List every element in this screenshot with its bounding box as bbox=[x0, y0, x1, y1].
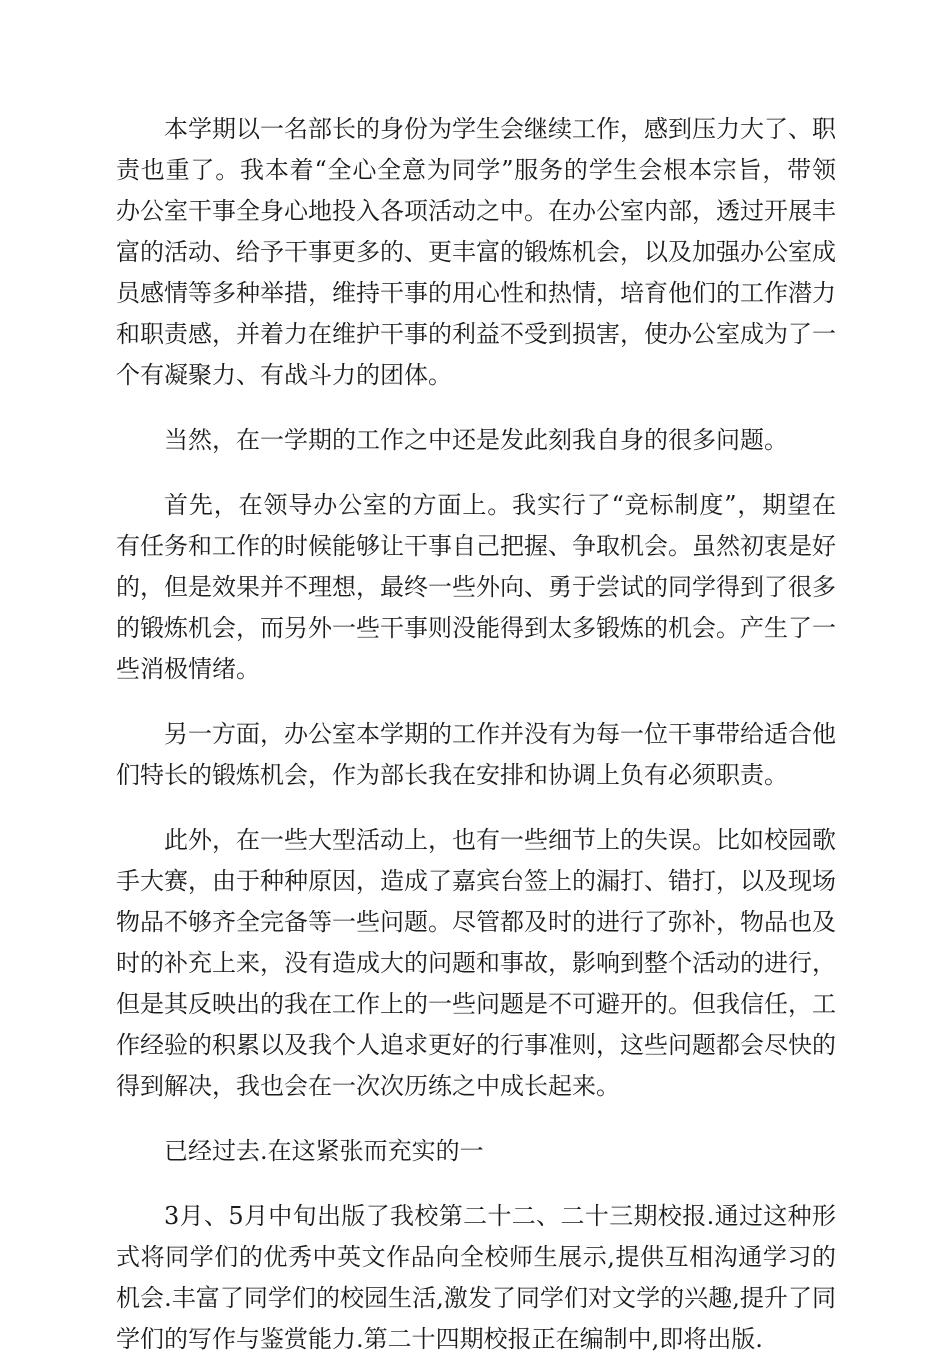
paragraph-school-newspaper: 3月、5月中旬出版了我校第二十二、二十三期校报.通过这种形式将同学们的优秀中英文作品向全校师生展示,提供互相沟通学习的机会.丰富了同学们的校园生活,激发了同学们对文学的兴趣,提升了同学们的写作与鉴赏能力.第二十四期校报正在编制中,即将出版. bbox=[116, 1202, 836, 1353]
paragraph-event-issues: 此外，在一些大型活动上，也有一些细节上的失误。比如校园歌手大赛，由于种种原因，造成了嘉宾台签上的漏打、错打，以及现场物品不够齐全完备等一些问题。尽管都及时的进行了弥补，物品也及时的补充上来，没有造成大的问题和事故，影响到整个活动的进行，但是其反映出的我在工作上的一些问题是不可避开的。但我信任，工作经验的积累以及我个人追求更好的行事准则，这些问题都会尽快的得到解决，我也会在一次次历练之中成长起来。 bbox=[116, 826, 836, 1100]
paragraph-work-summary: 本学期以一名部长的身份为学生会继续工作，感到压力大了、职责也重了。我本着“全心全意为同学”服务的学生会根本宗旨，带领办公室干事全身心地投入各项活动之中。在办公室内部，透过开展丰富的活动、给予干事更多的、更丰富的锻炼机会，以及加强办公室成员感情等多种举措，维持干事的用心性和热情，培育他们的工作潜力和职责感，并着力在维护干事的利益不受到损害，使办公室成为了一个有凝聚力、有战斗力的团体。 bbox=[116, 115, 836, 389]
paragraph-first-issue: 首先，在领导办公室的方面上。我实行了“竞标制度”，期望在有任务和工作的时候能够让干事自己把握、争取机会。虽然初衷是好的，但是效果并不理想，最终一些外向、勇于尝试的同学得到了很多的锻炼机会，而另外一些干事则没能得到太多锻炼的机会。产生了一些消极情绪。 bbox=[116, 491, 836, 683]
paragraph-problems-intro: 当然，在一学期的工作之中还是发此刻我自身的很多问题。 bbox=[164, 426, 788, 454]
document-body bbox=[116, 109, 836, 1360]
paragraph-second-issue: 另一方面，办公室本学期的工作并没有为每一位干事带给适合他们特长的锻炼机会，作为部长我在安排和协调上负有必须职责。 bbox=[116, 720, 836, 789]
paragraph-fragment: 已经过去.在这紧张而充实的一 bbox=[164, 1137, 484, 1165]
